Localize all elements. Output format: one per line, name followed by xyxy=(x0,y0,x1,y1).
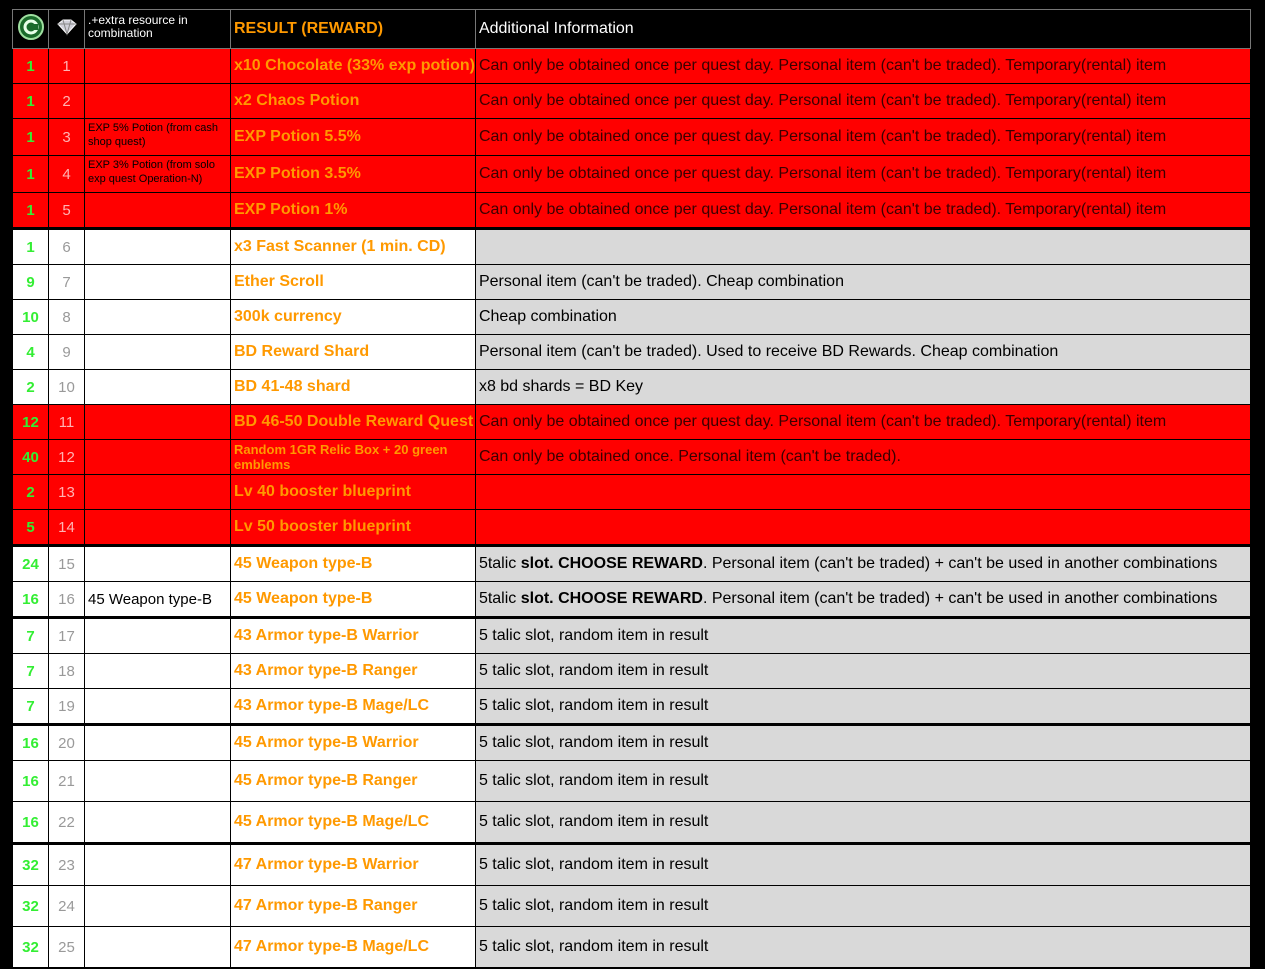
row-extra-resource xyxy=(85,802,231,844)
row-number: 24 xyxy=(49,886,85,927)
table-row xyxy=(13,475,1251,510)
row-extra-resource: EXP 5% Potion (from cash shop quest) xyxy=(85,119,231,156)
row-extra-resource xyxy=(85,440,231,475)
row-result: 45 Weapon type-B xyxy=(231,546,476,582)
row-additional-info: 5 talic slot, random item in result xyxy=(475,761,1250,802)
header-additional-info: Additional Information xyxy=(475,10,1250,49)
header-extra-resource: .+extra resource in combination xyxy=(85,10,231,49)
row-result: 45 Armor type-B Ranger xyxy=(231,761,476,802)
row-extra-resource xyxy=(85,510,231,546)
table-row xyxy=(13,802,1251,844)
table-row xyxy=(13,193,1251,229)
row-additional-info: Can only be obtained once per quest day. Personal item (can't be traded). Temporary(rental) item xyxy=(475,156,1250,193)
row-result: 43 Armor type-B Ranger xyxy=(231,654,476,689)
row-result: 47 Armor type-B Mage/LC xyxy=(231,927,476,968)
row-number: 25 xyxy=(49,927,85,968)
row-number: 10 xyxy=(49,370,85,405)
row-number: 23 xyxy=(49,844,85,886)
row-result: Random 1GR Relic Box + 20 green emblems xyxy=(231,440,476,475)
row-number: 5 xyxy=(49,193,85,229)
row-result: 43 Armor type-B Mage/LC xyxy=(231,689,476,725)
row-quantity: 4 xyxy=(13,335,49,370)
table-row xyxy=(13,229,1251,265)
row-extra-resource xyxy=(85,405,231,440)
table-row xyxy=(13,725,1251,761)
table-row xyxy=(13,689,1251,725)
row-number: 11 xyxy=(49,405,85,440)
row-quantity: 16 xyxy=(13,582,49,618)
row-extra-resource xyxy=(85,761,231,802)
row-result: 45 Weapon type-B xyxy=(231,582,476,618)
row-number: 4 xyxy=(49,156,85,193)
row-additional-info: x8 bd shards = BD Key xyxy=(475,370,1250,405)
row-result: x3 Fast Scanner (1 min. CD) xyxy=(231,229,476,265)
row-number: 2 xyxy=(49,84,85,119)
row-number: 1 xyxy=(49,49,85,84)
row-quantity: 7 xyxy=(13,689,49,725)
row-quantity: 7 xyxy=(13,654,49,689)
row-result: 45 Armor type-B Mage/LC xyxy=(231,802,476,844)
row-result: Ether Scroll xyxy=(231,265,476,300)
row-extra-resource xyxy=(85,84,231,119)
table-row xyxy=(13,300,1251,335)
row-number: 12 xyxy=(49,440,85,475)
row-additional-info: Can only be obtained once. Personal item (can't be traded). xyxy=(475,440,1250,475)
info-part: . Personal item (can't be traded) + can't be used in another combinations xyxy=(702,555,1218,572)
row-extra-resource xyxy=(85,886,231,927)
info-part: 5talic xyxy=(478,555,521,572)
row-extra-resource xyxy=(85,229,231,265)
row-quantity: 1 xyxy=(13,193,49,229)
row-additional-info: Can only be obtained once per quest day. Personal item (can't be traded). Temporary(rental) item xyxy=(475,193,1250,229)
row-quantity: 1 xyxy=(13,84,49,119)
row-quantity: 2 xyxy=(13,370,49,405)
row-number: 20 xyxy=(49,725,85,761)
row-result: Lv 40 booster blueprint xyxy=(231,475,476,510)
green-emblem-icon xyxy=(13,10,49,49)
row-additional-info: 5 talic slot, random item in result xyxy=(475,618,1250,654)
row-extra-resource xyxy=(85,193,231,229)
table-row xyxy=(13,119,1251,156)
table-row xyxy=(13,886,1251,927)
row-result: Lv 50 booster blueprint xyxy=(231,510,476,546)
row-additional-info: Can only be obtained once per quest day. Personal item (can't be traded). Temporary(rental) item xyxy=(475,405,1250,440)
row-result: EXP Potion 3.5% xyxy=(231,156,476,193)
table-header xyxy=(13,10,1251,49)
row-result: x10 Chocolate (33% exp potion) xyxy=(231,49,476,84)
table-row xyxy=(13,618,1251,654)
gem-icon xyxy=(49,10,85,49)
row-extra-resource xyxy=(85,370,231,405)
row-result: 47 Armor type-B Warrior xyxy=(231,844,476,886)
row-quantity: 9 xyxy=(13,265,49,300)
row-number: 7 xyxy=(49,265,85,300)
row-result: BD Reward Shard xyxy=(231,335,476,370)
table-row xyxy=(13,405,1251,440)
row-quantity: 10 xyxy=(13,300,49,335)
table-row xyxy=(13,844,1251,886)
row-extra-resource xyxy=(85,618,231,654)
row-result: EXP Potion 5.5% xyxy=(231,119,476,156)
row-quantity: 1 xyxy=(13,119,49,156)
row-extra-resource xyxy=(85,927,231,968)
row-number: 16 xyxy=(49,582,85,618)
row-additional-info: Personal item (can't be traded). Cheap combination xyxy=(475,265,1250,300)
info-emphasis: slot. CHOOSE REWARD xyxy=(520,555,703,572)
table-row xyxy=(13,510,1251,546)
row-additional-info: 5 talic slot, random item in result xyxy=(475,802,1250,844)
row-number: 22 xyxy=(49,802,85,844)
table-row xyxy=(13,546,1251,582)
row-quantity: 1 xyxy=(13,49,49,84)
table-row xyxy=(13,335,1251,370)
row-additional-info: Can only be obtained once per quest day. Personal item (can't be traded). Temporary(rental) item xyxy=(475,119,1250,156)
table-row xyxy=(13,582,1251,618)
table-row xyxy=(13,440,1251,475)
row-additional-info xyxy=(475,582,1250,618)
row-extra-resource xyxy=(85,546,231,582)
row-result: 300k currency xyxy=(231,300,476,335)
row-additional-info xyxy=(475,510,1250,546)
row-result: BD 41-48 shard xyxy=(231,370,476,405)
row-result: EXP Potion 1% xyxy=(231,193,476,229)
row-extra-resource xyxy=(85,49,231,84)
row-quantity: 1 xyxy=(13,229,49,265)
row-result: BD 46-50 Double Reward Quest xyxy=(231,405,476,440)
row-quantity: 16 xyxy=(13,725,49,761)
table-row xyxy=(13,654,1251,689)
row-additional-info xyxy=(475,475,1250,510)
row-result: 47 Armor type-B Ranger xyxy=(231,886,476,927)
row-extra-resource xyxy=(85,475,231,510)
row-extra-resource xyxy=(85,725,231,761)
row-additional-info: Personal item (can't be traded). Used to receive BD Rewards. Cheap combination xyxy=(475,335,1250,370)
header-result: RESULT (REWARD) xyxy=(231,10,476,49)
table-row xyxy=(13,370,1251,405)
row-extra-resource xyxy=(85,689,231,725)
table-row xyxy=(13,84,1251,119)
row-number: 18 xyxy=(49,654,85,689)
row-additional-info xyxy=(475,546,1250,582)
table-row xyxy=(13,761,1251,802)
row-additional-info: 5 talic slot, random item in result xyxy=(475,886,1250,927)
row-quantity: 16 xyxy=(13,761,49,802)
row-quantity: 40 xyxy=(13,440,49,475)
row-number: 3 xyxy=(49,119,85,156)
row-additional-info: 5 talic slot, random item in result xyxy=(475,927,1250,968)
row-extra-resource xyxy=(85,265,231,300)
row-result: 43 Armor type-B Warrior xyxy=(231,618,476,654)
row-quantity: 32 xyxy=(13,927,49,968)
row-quantity: 1 xyxy=(13,156,49,193)
row-extra-resource xyxy=(85,335,231,370)
row-quantity: 32 xyxy=(13,886,49,927)
table-row xyxy=(13,265,1251,300)
row-quantity: 2 xyxy=(13,475,49,510)
table-row xyxy=(13,49,1251,84)
row-result: x2 Chaos Potion xyxy=(231,84,476,119)
row-additional-info: Cheap combination xyxy=(475,300,1250,335)
row-result: 45 Armor type-B Warrior xyxy=(231,725,476,761)
row-number: 8 xyxy=(49,300,85,335)
row-extra-resource: EXP 3% Potion (from solo exp quest Operation-N) xyxy=(85,156,231,193)
row-extra-resource xyxy=(85,844,231,886)
row-quantity: 32 xyxy=(13,844,49,886)
row-number: 15 xyxy=(49,546,85,582)
row-number: 17 xyxy=(49,618,85,654)
row-additional-info: 5 talic slot, random item in result xyxy=(475,725,1250,761)
row-number: 9 xyxy=(49,335,85,370)
row-number: 6 xyxy=(49,229,85,265)
combination-table xyxy=(12,9,1251,968)
row-number: 13 xyxy=(49,475,85,510)
row-quantity: 12 xyxy=(13,405,49,440)
row-quantity: 5 xyxy=(13,510,49,546)
row-additional-info xyxy=(475,229,1250,265)
info-emphasis: slot. CHOOSE REWARD xyxy=(520,590,703,607)
row-additional-info: 5 talic slot, random item in result xyxy=(475,689,1250,725)
row-number: 14 xyxy=(49,510,85,546)
row-number: 21 xyxy=(49,761,85,802)
row-additional-info: 5 talic slot, random item in result xyxy=(475,844,1250,886)
row-extra-resource xyxy=(85,300,231,335)
info-part: 5talic xyxy=(478,590,521,607)
row-additional-info: Can only be obtained once per quest day. Personal item (can't be traded). Temporary(rental) item xyxy=(475,49,1250,84)
row-additional-info: 5 talic slot, random item in result xyxy=(475,654,1250,689)
row-quantity: 7 xyxy=(13,618,49,654)
row-quantity: 16 xyxy=(13,802,49,844)
table-row xyxy=(13,156,1251,193)
row-extra-resource xyxy=(85,654,231,689)
row-quantity: 24 xyxy=(13,546,49,582)
row-extra-resource: 45 Weapon type-B xyxy=(85,582,231,618)
info-part: . Personal item (can't be traded) + can't be used in another combinations xyxy=(702,590,1218,607)
table-row xyxy=(13,927,1251,968)
row-number: 19 xyxy=(49,689,85,725)
row-additional-info: Can only be obtained once per quest day. Personal item (can't be traded). Temporary(rental) item xyxy=(475,84,1250,119)
